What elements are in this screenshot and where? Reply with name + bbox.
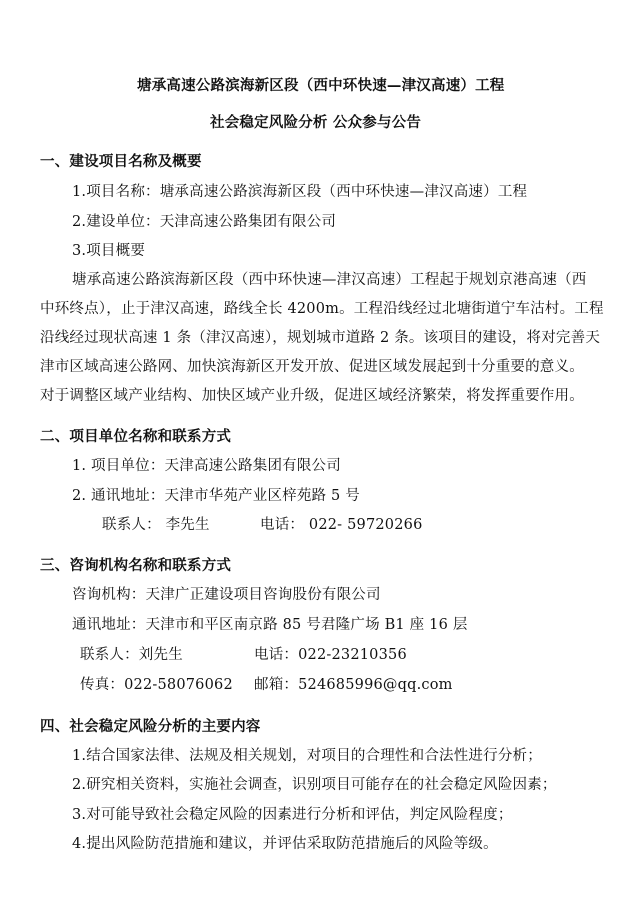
document-title: 塘承高速公路滨海新区段（西中环快速—津汉高速）工程 [137,77,505,94]
consulting-email[interactable]: 邮箱：524685996@qq.com [254,677,453,693]
section-4-heading: 四、社会稳定风险分析的主要内容 [40,718,261,735]
consulting-address: 通讯地址：天津市和平区南京路 85 号君隆广场 B1 座 16 层 [72,617,468,633]
project-unit-address: 2. 通讯地址：天津市华苑产业区梓苑路 5 号 [72,488,360,504]
consulting-phone: 电话：022-23210356 [254,647,407,663]
project-unit-contact: 联系人： 李先生 [102,517,210,533]
section-3-heading: 三、咨询机构名称和联系方式 [40,557,232,574]
project-unit-phone: 电话： 022- 59720266 [260,517,423,533]
project-unit: 1. 项目单位：天津高速公路集团有限公司 [72,458,341,474]
construction-unit: 2.建设单位：天津高速公路集团有限公司 [72,214,337,230]
overview-line-3: 沿线经过现状高速 1 条（津汉高速），规划城市道路 2 条。该项目的建设，将对完善天 [40,330,601,346]
content-item-1: 1.结合国家法律、法规及相关规划，对项目的合理性和合法性进行分析； [72,748,542,764]
overview-line-4: 津市区域高速公路网、加快滨海新区开发开放、促进区域发展起到十分重要的意义。 [40,359,584,375]
document-subtitle: 社会稳定风险分析 公众参与公告 [210,114,422,131]
overview-line-5: 对于调整区域产业结构、加快区域产业升级，促进区域经济繁荣，将发挥重要作用。 [40,388,584,404]
section-1-heading: 一、建设项目名称及概要 [40,153,202,170]
project-name: 1.项目名称：塘承高速公路滨海新区段（西中环快速—津汉高速）工程 [72,184,528,200]
consulting-contact: 联系人：刘先生 [80,647,183,663]
consulting-fax: 传真：022-58076062 [80,677,233,693]
consulting-org: 咨询机构：天津广正建设项目咨询股份有限公司 [72,587,381,603]
overview-line-1: 塘承高速公路滨海新区段（西中环快速—津汉高速）工程起于规划京港高速（西 [72,272,587,288]
project-overview-label: 3.项目概要 [72,243,146,259]
content-item-4: 4.提出风险防范措施和建议，并评估采取防范措施后的风险等级。 [72,836,498,852]
content-item-3: 3.对可能导致社会稳定风险的因素进行分析和评估，判定风险程度； [72,807,513,823]
section-2-heading: 二、项目单位名称和联系方式 [40,428,232,445]
content-item-2: 2.研究相关资料，实施社会调查，识别项目可能存在的社会稳定风险因素； [72,777,557,793]
overview-line-2: 中环终点），止于津汉高速，路线全长 4200m。工程沿线经过北塘街道宁车沽村。工程 [40,301,604,317]
